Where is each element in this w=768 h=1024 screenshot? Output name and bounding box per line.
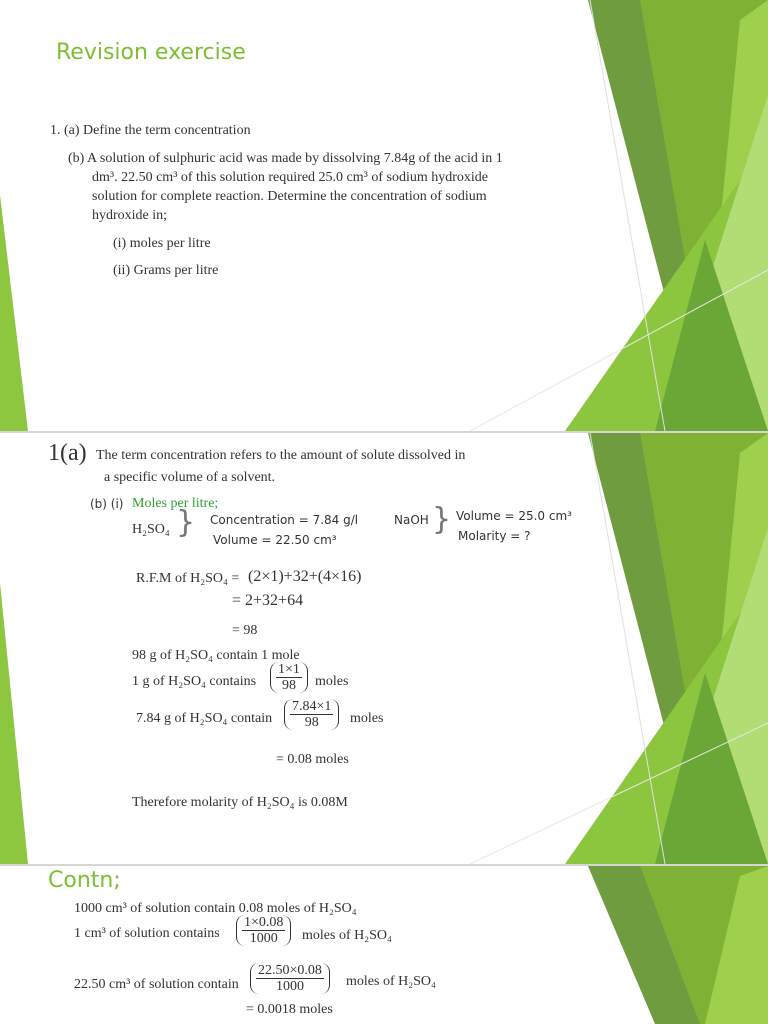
naoh-label: NaOH — [394, 513, 429, 527]
fraction-numerator: 7.84×1 — [292, 699, 332, 714]
slide-answer — [0, 433, 768, 864]
final-result: = 0.0018 moles — [246, 1002, 333, 1017]
question-b-line3: solution for complete reaction. Determine the concentration of sodium — [92, 189, 487, 204]
line-1g: 1 g of H₂SO₄ contains — [132, 674, 257, 689]
fraction-denominator: 98 — [281, 678, 296, 693]
answer-a-line2: a specific volume of a solvent. — [104, 470, 276, 485]
b-i-prefix: (b) (i) — [90, 497, 124, 511]
fraction-denominator: 1000 — [275, 979, 304, 994]
fraction-numerator: 22.50×0.08 — [258, 963, 322, 978]
fraction-numerator: 1×0.08 — [244, 915, 284, 930]
line-98g: 98 g of H₂SO₄ contain 1 mole — [132, 648, 300, 663]
fraction-numerator: 1×1 — [278, 662, 300, 677]
moles-of-h2so4: moles of H₂SO₄ — [302, 928, 392, 943]
moles-unit: moles — [315, 674, 349, 689]
fraction-2250x008-over-1000 — [250, 963, 330, 994]
question-b-line1: (b) A solution of sulphuric acid was made by dissolving 7.84g of the acid in 1 — [68, 151, 503, 166]
naoh-molarity: Molarity = ? — [458, 529, 531, 543]
fraction-784-over-98 — [284, 699, 339, 730]
fraction-1x008-over-1000 — [236, 915, 291, 946]
slide-title: Contn; — [48, 868, 121, 893]
question-b-ii: (ii) Grams per litre — [113, 263, 219, 278]
fraction-denominator: 98 — [304, 715, 319, 730]
question-b-i: (i) moles per litre — [113, 236, 211, 251]
question-b-line2: dm³. 22.50 cm³ of this solution required 25.0 cm³ of sodium hydroxide — [92, 170, 488, 185]
naoh-volume: Volume = 25.0 cm³ — [456, 509, 572, 523]
fraction-1x1-over-98 — [270, 662, 308, 693]
question-a: 1. (a) Define the term concentration — [50, 123, 251, 138]
moles-of-h2so4: moles of H₂SO₄ — [346, 974, 436, 989]
rfm-result: = 98 — [232, 623, 258, 638]
b-i-heading: Moles per litre; — [132, 496, 219, 511]
moles-unit: moles — [350, 711, 384, 726]
rfm-label: R.F.M of H₂SO₄ = — [136, 571, 240, 586]
line-2250cm3: 22.50 cm³ of solution contain — [74, 977, 239, 992]
line-1000cm3: 1000 cm³ of solution contain 0.08 moles of H₂SO₄ — [74, 901, 357, 916]
therefore-molarity: Therefore molarity of H₂SO₄ is 0.08M — [132, 795, 348, 810]
h2so4-label: H₂SO₄ — [132, 522, 170, 537]
slide-title: Revision exercise — [56, 40, 246, 65]
question-b-line4: hydroxide in; — [92, 208, 168, 223]
h2so4-volume: Volume = 22.50 cm³ — [213, 533, 337, 547]
h2so4-concentration: Concentration = 7.84 g/l — [210, 513, 359, 527]
slide-revision-exercise — [0, 0, 768, 431]
brace-icon: } — [176, 505, 196, 540]
line-784g: 7.84 g of H₂SO₄ contain — [136, 711, 273, 726]
brace-icon: } — [432, 502, 452, 537]
fraction-denominator: 1000 — [249, 931, 278, 946]
line-1cm3: 1 cm³ of solution contains — [74, 926, 220, 941]
rfm-expression: (2×1)+32+(4×16) — [248, 568, 362, 585]
answer-a-line1: The term concentration refers to the amount of solute dissolved in — [96, 448, 466, 463]
rfm-step2: = 2+32+64 — [232, 592, 304, 609]
result-moles: = 0.08 moles — [276, 752, 349, 767]
answer-1a-label: 1(a) — [48, 440, 87, 466]
slide-continuation — [0, 866, 768, 1024]
